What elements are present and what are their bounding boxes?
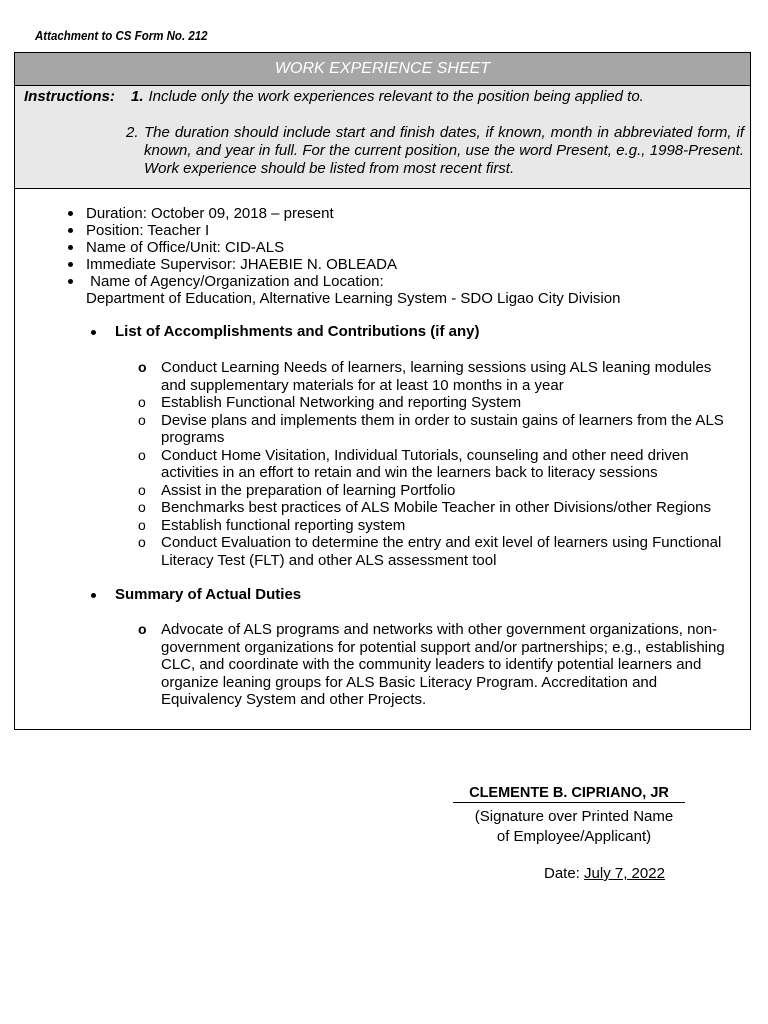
circle-bullet-icon: o: [138, 359, 147, 375]
list-item: [67, 239, 620, 256]
bullet-icon: [68, 279, 73, 284]
circle-bullet-icon: o: [138, 481, 146, 498]
date-label: Date:: [544, 865, 580, 882]
duties-list: [137, 621, 737, 709]
signature-caption-line1: (Signature over Printed Name: [474, 808, 674, 825]
list-item: [137, 447, 737, 482]
instruction-2-number: 2.: [126, 124, 139, 141]
attachment-label: Attachment to CS Form No. 212: [35, 29, 208, 43]
circle-bullet-icon: o: [138, 534, 146, 550]
bullet-icon: [68, 245, 73, 250]
list-item: [67, 273, 620, 290]
list-item: [137, 621, 737, 709]
signature-date: [544, 865, 665, 882]
position-text: Position: Teacher I: [86, 222, 210, 239]
duty-text: Advocate of ALS programs and networks with other government organizations, non-government organizations for potential support and/or partnerships; e.g., establishing CLC, and coordinate with the community leaders to identify potential learners and organize leaning groups for ALS Basic Literacy Program. Accreditation and Equivalency System and other Projects.: [161, 621, 725, 708]
list-item: [67, 222, 620, 239]
work-experience-sheet: [14, 52, 751, 730]
list-item: [137, 394, 737, 412]
accomplishment-text: Benchmarks best practices of ALS Mobile Teacher in other Divisions/other Regions: [161, 499, 711, 516]
date-value: July 7, 2022: [584, 865, 665, 882]
instruction-1: [131, 88, 644, 105]
signature-name: CLEMENTE B. CIPRIANO, JR: [453, 785, 685, 803]
list-item: [137, 534, 737, 569]
signature-caption-line2: of Employee/Applicant): [496, 828, 652, 845]
duties-heading: [91, 586, 301, 604]
bullet-icon: [91, 593, 96, 598]
list-item: [137, 412, 737, 447]
bullet-icon: [68, 211, 73, 216]
accomplishment-text: Devise plans and implements them in order to sustain gains of learners from the ALS programs: [161, 411, 724, 446]
duties-heading-text: Summary of Actual Duties: [115, 586, 302, 603]
circle-bullet-icon: o: [138, 516, 146, 533]
bullet-icon: [91, 330, 96, 335]
circle-bullet-icon: o: [138, 394, 146, 410]
accomplishments-heading-text: List of Accomplishments and Contributions (if any): [115, 323, 480, 340]
accomplishment-text: Conduct Learning Needs of learners, learning sessions using ALS leaning modules and supplementary materials for at least 10 months in a year: [161, 359, 712, 394]
bullet-icon: [68, 228, 73, 233]
supervisor-text: Immediate Supervisor: JHAEBIE N. OBLEADA: [86, 256, 397, 273]
accomplishment-text: Conduct Home Visitation, Individual Tutorials, counseling and other need driven activities in an effort to retain and win the learners back to literacy sessions: [161, 446, 689, 481]
instruction-2-text: The duration should include start and finish dates, if known, month in abbreviated form, if known, and year in full. For the current position, use the word Present, e.g., 1998-Present. Work experience should be listed from most recent first.: [144, 124, 744, 177]
accomplishment-text: Establish functional reporting system: [161, 516, 406, 534]
accomplishments-heading: [91, 323, 479, 341]
list-item: [137, 499, 737, 517]
list-item-continuation: [67, 290, 620, 307]
signature-caption: [458, 807, 690, 847]
instructions-label: Instructions:: [24, 88, 115, 105]
accomplishment-text: Assist in the preparation of learning Portfolio: [161, 481, 456, 499]
job-details-list: [67, 205, 620, 307]
instruction-1-number: 1.: [131, 88, 144, 105]
circle-bullet-icon: o: [138, 446, 146, 463]
office-text: Name of Office/Unit: CID-ALS: [86, 239, 285, 256]
list-item: [137, 359, 737, 394]
agency-value: Department of Education, Alternative Learning System - SDO Ligao City Division: [86, 290, 621, 307]
accomplishment-text: Establish Functional Networking and reporting System: [161, 394, 522, 411]
list-item: [67, 205, 620, 222]
bullet-icon: [68, 262, 73, 267]
list-item: [137, 482, 737, 500]
instruction-2: [126, 124, 744, 178]
duration-text: Duration: October 09, 2018 – present: [86, 205, 334, 222]
circle-bullet-icon: o: [138, 411, 146, 428]
instructions-box: [15, 86, 750, 189]
sheet-title: WORK EXPERIENCE SHEET: [15, 53, 750, 86]
accomplishments-list: [137, 359, 737, 569]
circle-bullet-icon: o: [138, 499, 146, 515]
circle-bullet-icon: o: [138, 621, 147, 637]
accomplishment-text: Conduct Evaluation to determine the entry and exit level of learners using Functional Literacy Test (FLT) and other ALS assessment tool: [161, 534, 722, 569]
agency-label: Name of Agency/Organization and Location:: [86, 273, 384, 290]
list-item: [67, 256, 620, 273]
list-item: [137, 517, 737, 535]
instruction-1-text: Include only the work experiences relevant to the position being applied to.: [148, 88, 644, 105]
